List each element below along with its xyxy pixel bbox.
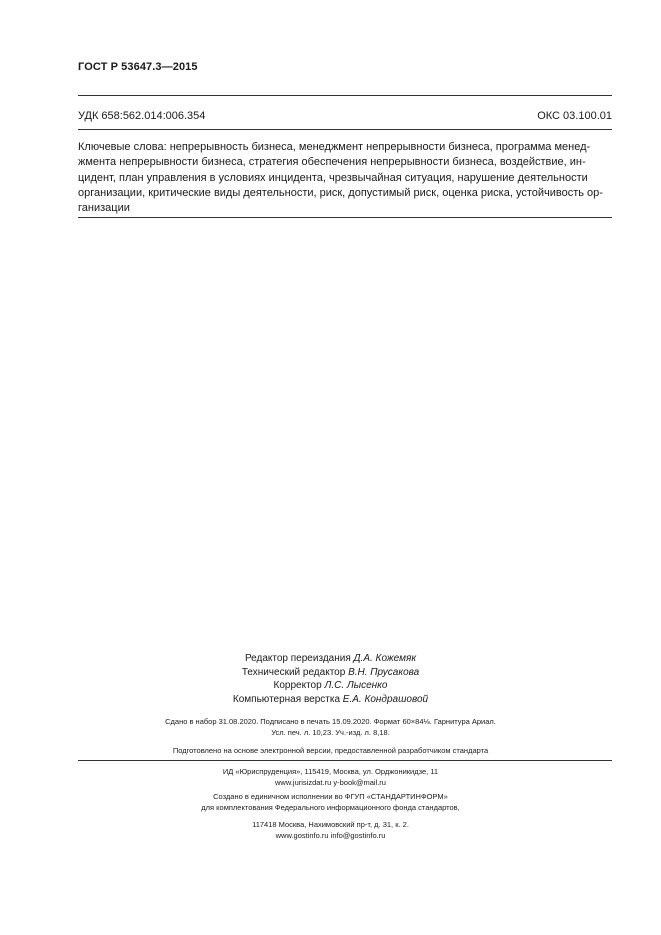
keywords-line: жмента непрерывности бизнеса, стратегия обеспечения непрерывности бизнеса, воздействие, ин- <box>78 156 586 169</box>
credit-role: Технический редактор <box>241 666 346 678</box>
keywords-line: ганизации <box>78 202 130 215</box>
keywords-line: цидент, план управления в условиях инцидента, чрезвычайная ситуация, нарушение деятельности <box>78 171 588 184</box>
print-info-line: Усл. печ. л. 10,23. Уч.-изд. л. 8,18. <box>271 728 390 737</box>
source-note <box>0 745 661 756</box>
publisher-contacts: www.jurisizdat.ru y-book@mail.ru <box>275 778 386 787</box>
credit-name: Л.С. Лысенко <box>324 680 388 691</box>
credit-role: Корректор <box>273 680 322 691</box>
imprint-divider <box>78 760 612 761</box>
credit-layout <box>0 693 661 707</box>
producer-address: 117418 Москва, Нахимовский пр-т, д. 31, к. 2. <box>252 820 409 829</box>
print-info-line: Сдано в набор 31.08.2020. Подписано в печать 15.09.2020. Формат 60×84⅛. Гарнитура Ариал. <box>165 717 496 726</box>
keywords-block <box>78 140 612 216</box>
producer-line: для комплектования Федерального информационного фонда стандартов, <box>201 803 460 812</box>
keywords-line: Ключевые слова: непрерывность бизнеса, менеджмент непрерывности бизнеса, программа менед- <box>78 141 591 153</box>
standard-id: ГОСТ Р 53647.3—2015 <box>78 61 198 73</box>
keywords-divider <box>78 217 612 218</box>
producer-line: Создано в единичном исполнении во ФГУП «СТАНДАРТИНФОРМ» <box>213 792 448 801</box>
credit-corrector <box>0 679 661 693</box>
print-info <box>0 716 661 738</box>
oks-code: ОКС 03.100.01 <box>537 110 612 122</box>
credit-role: Компьютерная верстка <box>232 693 341 705</box>
credit-name: В.Н. Прусакова <box>348 666 420 678</box>
top-divider <box>78 95 612 96</box>
producer-block <box>0 791 661 841</box>
producer-contacts: www.gostinfo.ru info@gostinfo.ru <box>275 831 386 840</box>
credit-name: Д.А. Кожемяк <box>353 653 417 664</box>
credit-role: Редактор переиздания <box>244 653 351 664</box>
credits-block <box>0 652 661 706</box>
publisher-line: ИД «Юриспруденция», 115419, Москва, ул. Орджоникидзе, 11 <box>222 767 439 776</box>
credit-name: Е.А. Кондрашовой <box>342 693 429 705</box>
source-note-text: Подготовлено на основе электронной версии, предоставленной разработчиком стандарта <box>172 746 489 755</box>
credit-tech-editor <box>0 666 661 680</box>
credit-editor <box>0 652 661 666</box>
publisher-block <box>0 766 661 788</box>
keywords-line: организации, критические виды деятельности, риск, допустимый риск, оценка риска, устойчивость ор- <box>78 186 603 199</box>
udk-code: УДК 658:562.014:006.354 <box>78 110 206 122</box>
classification-divider <box>78 129 612 130</box>
